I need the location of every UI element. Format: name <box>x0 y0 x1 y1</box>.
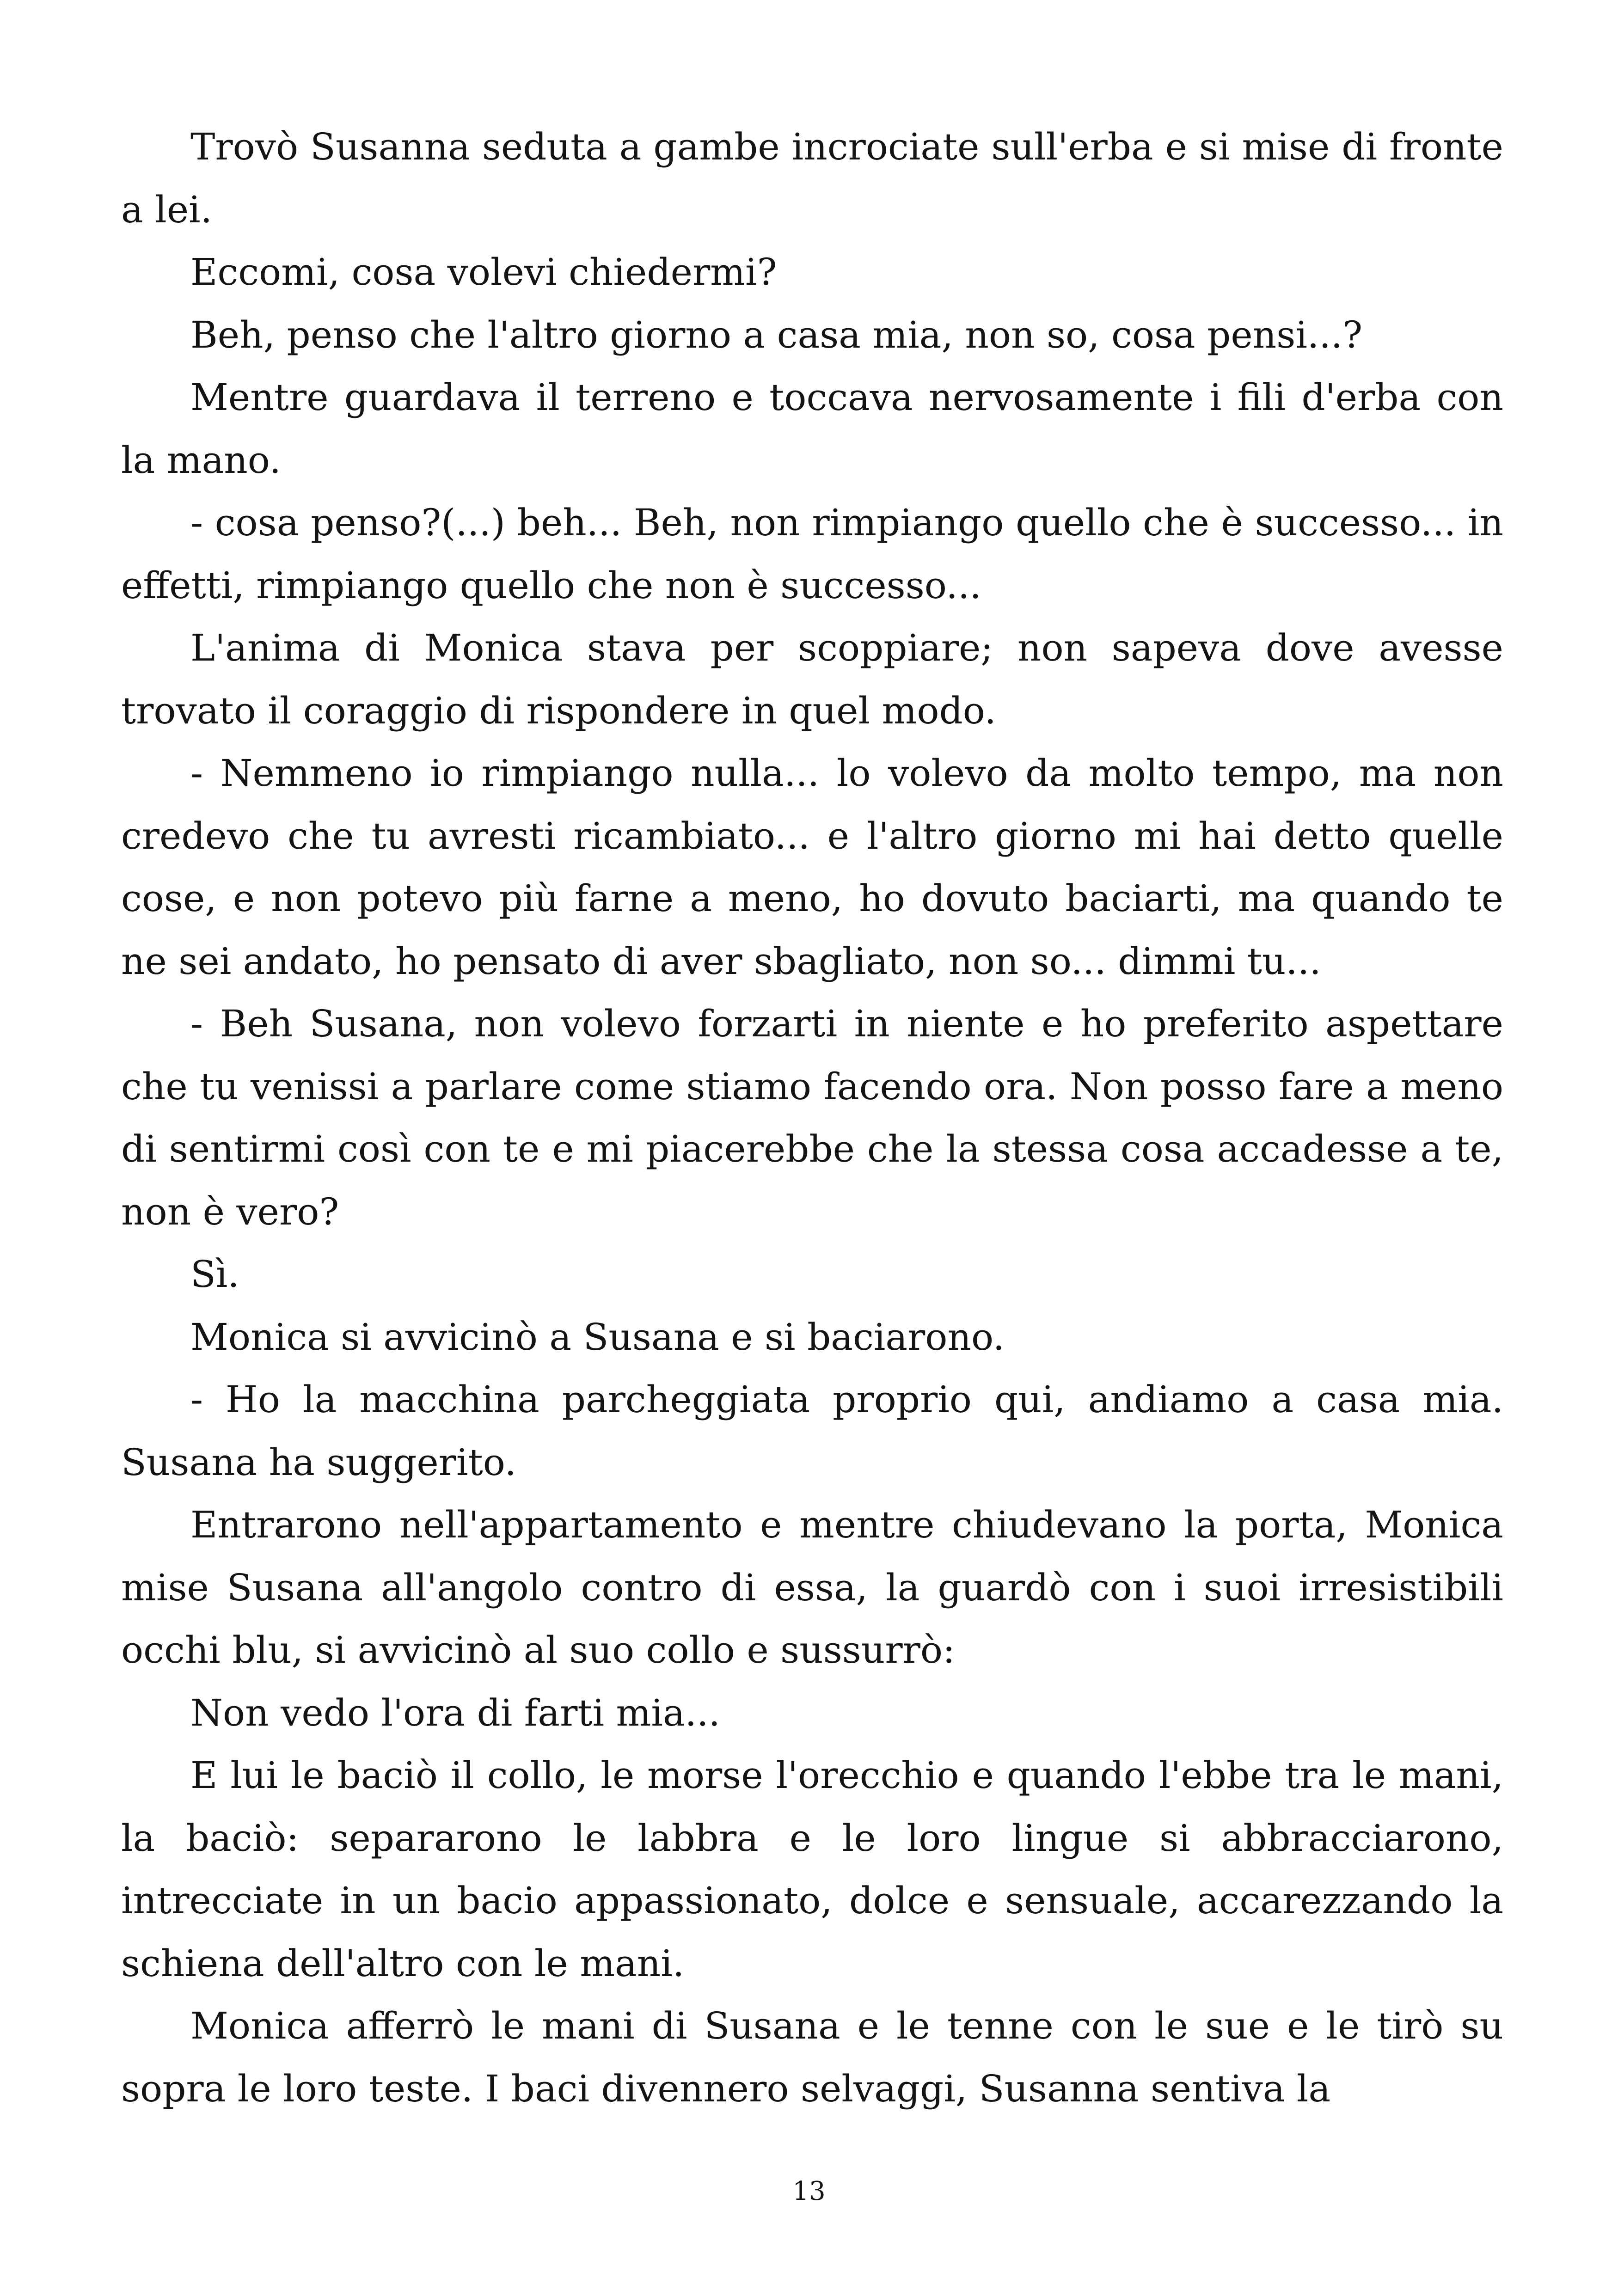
paragraph: - Beh Susana, non volevo forzarti in niente e ho preferito aspettare che tu venissi a parlare come stiamo facendo ora. Non posso fare a meno di sentirmi così con te e mi piacerebbe che la stessa cosa accadesse a te, non è vero? <box>121 1002 1503 1233</box>
paragraph: - Nemmeno io rimpiango nulla... lo volevo da molto tempo, ma non credevo che tu avresti ricambiato... e l'altro giorno mi hai detto quelle cose, e non potevo più farne a meno, ho dovuto baciarti, ma quando te ne sei andato, ho pensato di aver sbagliato, non so... dimmi tu... <box>121 752 1503 983</box>
paragraph: Sì. <box>190 1253 239 1296</box>
paragraph: Beh, penso che l'altro giorno a casa mia, non so, cosa pensi...? <box>190 313 1363 356</box>
paragraph: Monica afferrò le mani di Susana e le tenne con le sue e le tirò su sopra le loro teste. I baci divennero selvaggi, Susanna sentiva la <box>121 2004 1503 2110</box>
paragraph: Eccomi, cosa volevi chiedermi? <box>190 251 777 294</box>
paragraph: L'anima di Monica stava per scoppiare; non sapeva dove avesse trovato il coraggio di rispondere in quel modo. <box>121 626 1503 732</box>
page-number: 13 <box>792 2176 826 2206</box>
paragraph: Trovò Susanna seduta a gambe incrociate sull'erba e si mise di fronte a lei. <box>121 125 1503 231</box>
paragraph: Mentre guardava il terreno e toccava nervosamente i fili d'erba con la mano. <box>121 376 1503 482</box>
body-text <box>121 116 1503 2120</box>
paragraph: Monica si avvicinò a Susana e si baciarono. <box>190 1315 1005 1359</box>
paragraph: Non vedo l'ora di farti mia... <box>190 1691 720 1734</box>
paragraph: - Ho la macchina parcheggiata proprio qui, andiamo a casa mia. Susana ha suggerito. <box>121 1378 1503 1484</box>
paragraph: Entrarono nell'appartamento e mentre chiudevano la porta, Monica mise Susana all'angolo contro di essa, la guardò con i suoi irresistibili occhi blu, si avvicinò al suo collo e sussurrò: <box>121 1503 1503 1671</box>
paragraph: E lui le baciò il collo, le morse l'orecchio e quando l'ebbe tra le mani, la baciò: separarono le labbra e le loro lingue si abbracciarono, intrecciate in un bacio appassionato, dolce e sensuale, accarezzando la schiena dell'altro con le mani. <box>121 1754 1503 1985</box>
paragraph: - cosa penso?(...) beh... Beh, non rimpiango quello che è successo... in effetti, rimpiango quello che non è successo... <box>121 501 1503 607</box>
